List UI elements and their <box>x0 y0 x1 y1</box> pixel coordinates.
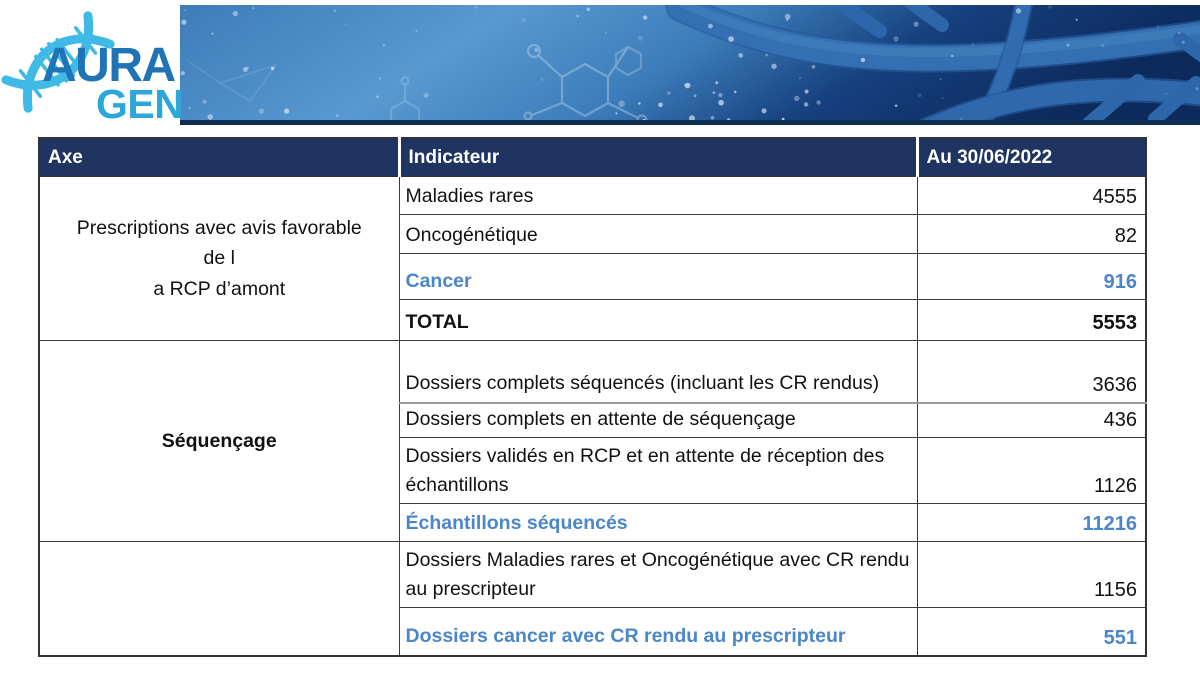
banner-image <box>180 5 1200 125</box>
indicator-cell: Dossiers validés en RCP et en attente de réception des échantillons <box>399 438 917 504</box>
indicator-cell: Dossiers complets séquencés (incluant les CR rendus) <box>399 341 917 403</box>
value-cell: 5553 <box>917 300 1146 341</box>
value-cell: 11216 <box>917 504 1146 542</box>
value-cell: 1156 <box>917 542 1146 608</box>
indicator-cell: Maladies rares <box>399 177 917 215</box>
indicator-cell: Cancer <box>399 254 917 300</box>
indicator-cell: TOTAL <box>399 300 917 341</box>
header-indicateur: Indicateur <box>399 138 917 177</box>
axe-cell: Prescriptions avec avis favorable de l a RCP d’amont <box>39 177 399 341</box>
logo-text-aura: AURA <box>42 39 175 92</box>
value-cell: 4555 <box>917 177 1146 215</box>
indicator-table <box>38 137 1147 657</box>
axe-cell: Séquençage <box>39 341 399 542</box>
indicator-cell: Dossiers Maladies rares et Oncogénétique avec CR rendu au prescripteur <box>399 542 917 608</box>
indicator-cell: Oncogénétique <box>399 215 917 254</box>
value-cell: 436 <box>917 403 1146 438</box>
value-cell: 82 <box>917 215 1146 254</box>
axe-cell <box>39 542 399 656</box>
indicator-cell: Échantillons séquencés <box>399 504 917 542</box>
value-cell: 916 <box>917 254 1146 300</box>
banner-bottom-edge <box>180 120 1200 125</box>
table-body <box>39 177 1146 656</box>
logo-text-gen: GEN <box>96 81 184 127</box>
indicator-cell: Dossiers complets en attente de séquençage <box>399 403 917 438</box>
value-cell: 1126 <box>917 438 1146 504</box>
dna-banner-graphic <box>180 5 1200 125</box>
indicator-cell: Dossiers cancer avec CR rendu au prescripteur <box>399 608 917 656</box>
header-row <box>39 138 1146 177</box>
table-row <box>39 341 1146 403</box>
value-cell: 3636 <box>917 341 1146 403</box>
table-row <box>39 177 1146 215</box>
auragen-logo <box>4 2 184 127</box>
table-row <box>39 542 1146 608</box>
value-cell: 551 <box>917 608 1146 656</box>
header-date: Au 30/06/2022 <box>917 138 1146 177</box>
header-axe: Axe <box>39 138 399 177</box>
